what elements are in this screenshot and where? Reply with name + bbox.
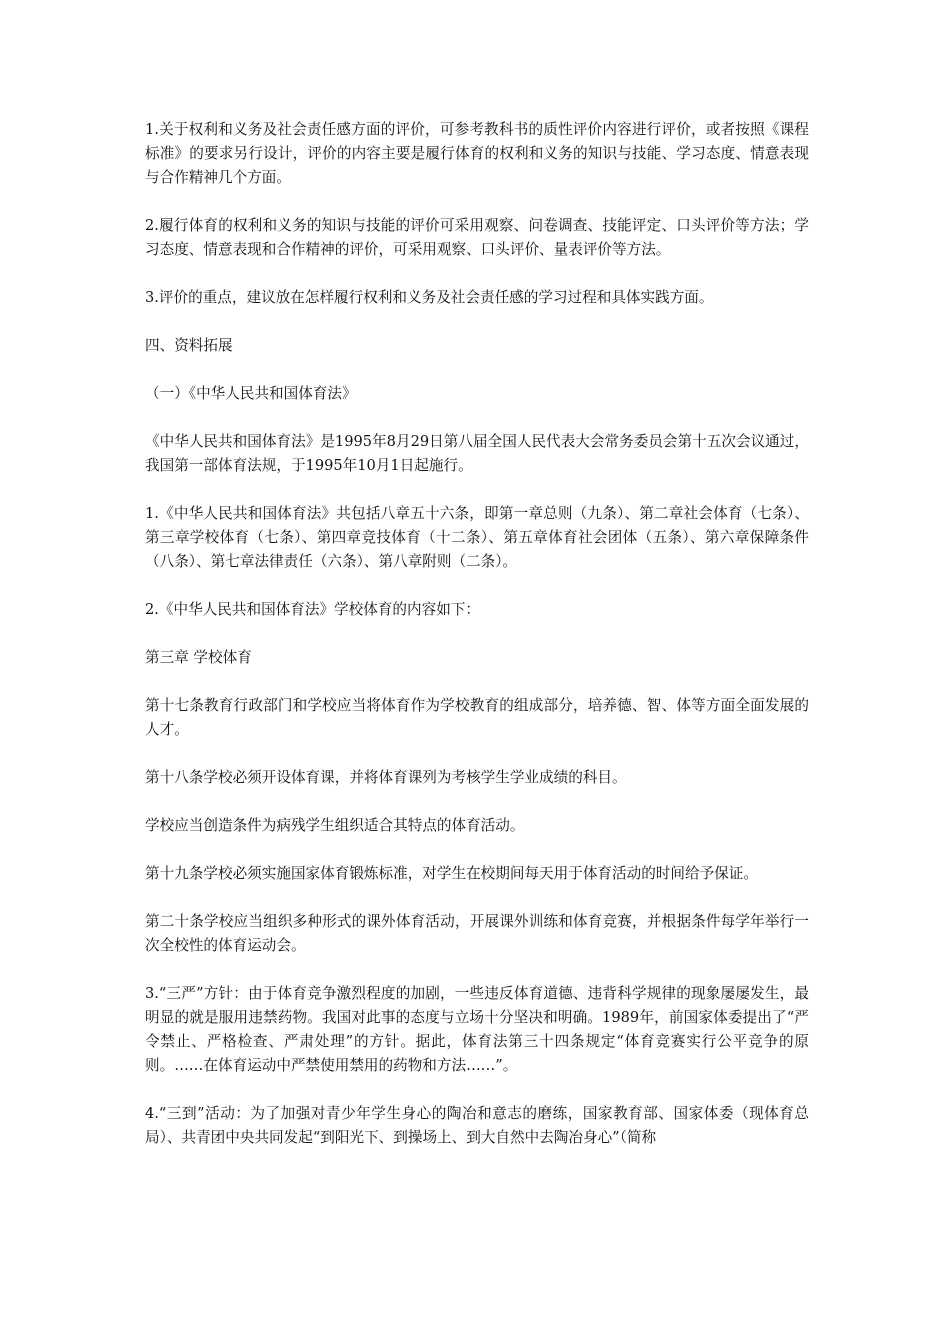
paragraph-three-to: 4.“三到”活动：为了加强对青少年学生身心的陶冶和意志的磨练，国家教育部、国家体委（现体育总局）、共青团中央共同发起“到阳光下、到操场上、到大自然中去陶冶身心”（简称	[145, 1105, 809, 1146]
paragraph-eval-3: 3.评价的重点，建议放在怎样履行权利和义务及社会责任感的学习过程和具体实践方面。	[145, 289, 714, 306]
article-19: 第十九条学校必须实施国家体育锻炼标准，对学生在校期间每天用于体育活动的时间给予保证。	[145, 865, 758, 882]
article-18-continued: 学校应当创造条件为病残学生组织适合其特点的体育活动。	[145, 817, 525, 834]
article-17: 第十七条教育行政部门和学校应当将体育作为学校教育的组成部分，培养德、智、体等方面全面发展的人才。	[145, 697, 809, 738]
article-20: 第二十条学校应当组织多种形式的课外体育活动，开展课外训练和体育竞赛，并根据条件每学年举行一次全校性的体育运动会。	[145, 913, 809, 954]
paragraph-eval-1: 1.关于权利和义务及社会责任感方面的评价，可参考教科书的质性评价内容进行评价，或者按照《课程标准》的要求另行设计，评价的内容主要是履行体育的权利和义务的知识与技能、学习态度、情意表现与合作精神几个方面。	[145, 121, 809, 186]
paragraph-three-strict: 3.“三严”方针：由于体育竞争激烈程度的加剧，一些违反体育道德、违背科学规律的现象屡屡发生，最明显的就是服用违禁药物。我国对此事的态度与立场十分坚决和明确。1989年，前国家体委提出了“严令禁止、严格检查、严肃处理”的方针。据此，体育法第三十四条规定“体育竞赛实行公平竞争的原则。……在体育运动中严禁使用禁用的药物和方法……”。	[145, 985, 809, 1074]
article-18: 第十八条学校必须开设体育课，并将体育课列为考核学生学业成绩的科目。	[145, 769, 627, 786]
paragraph-law-structure: 1.《中华人民共和国体育法》共包括八章五十六条，即第一章总则（九条）、第二章社会体育（七条）、第三章学校体育（七条）、第四章竞技体育（十二条）、第五章体育社会团体（五条）、第六章保障条件（八条）、第七章法律责任（六条）、第八章附则（二条）。	[145, 505, 809, 570]
paragraph-law-intro: 《中华人民共和国体育法》是1995年8月29日第八届全国人民代表大会常务委员会第十五次会议通过，我国第一部体育法规，于1995年10月1日起施行。	[145, 433, 809, 474]
paragraph-school-sports-intro: 2.《中华人民共和国体育法》学校体育的内容如下：	[145, 601, 480, 618]
chapter-heading: 第三章 学校体育	[145, 649, 252, 666]
subsection-heading: （一）《中华人民共和国体育法》	[145, 385, 357, 402]
document-page	[145, 118, 809, 1174]
section-heading: 四、资料拓展	[145, 337, 233, 354]
paragraph-eval-2: 2.履行体育的权利和义务的知识与技能的评价可采用观察、问卷调查、技能评定、口头评价等方法；学习态度、情意表现和合作精神的评价，可采用观察、口头评价、量表评价等方法。	[145, 217, 809, 258]
